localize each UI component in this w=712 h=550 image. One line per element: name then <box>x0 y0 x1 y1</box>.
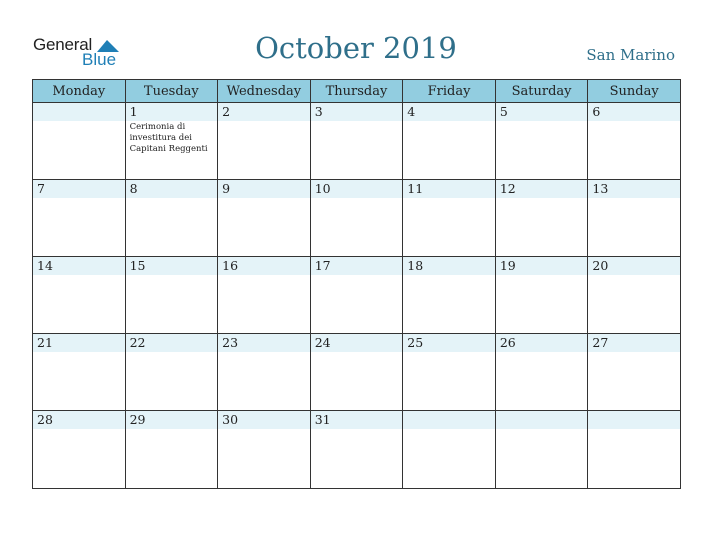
day-number: 1 <box>126 103 218 121</box>
day-number: 8 <box>126 180 218 198</box>
day-cell <box>495 103 588 180</box>
weekday-header: Tuesday <box>125 80 218 103</box>
day-number <box>588 411 680 429</box>
week-row <box>33 180 681 257</box>
weekday-header: Thursday <box>310 80 403 103</box>
day-number: 27 <box>588 334 680 352</box>
day-cell <box>588 103 681 180</box>
day-cell <box>588 334 681 411</box>
day-number <box>403 411 495 429</box>
day-number: 9 <box>218 180 310 198</box>
day-number: 31 <box>311 411 403 429</box>
holiday-event: Cerimonia di investitura dei Capitani Reggenti <box>129 122 208 154</box>
day-number: 16 <box>218 257 310 275</box>
weekday-header: Wednesday <box>218 80 311 103</box>
week-row <box>33 334 681 411</box>
day-cell <box>495 180 588 257</box>
country-label: San Marino <box>586 46 675 64</box>
day-cell <box>125 180 218 257</box>
logo-text-blue: Blue <box>82 50 117 69</box>
logo-text-general: General <box>33 35 93 54</box>
day-cell <box>588 180 681 257</box>
day-cell <box>495 411 588 489</box>
day-number: 4 <box>403 103 495 121</box>
day-number: 18 <box>403 257 495 275</box>
day-number: 15 <box>126 257 218 275</box>
day-cell <box>218 180 311 257</box>
day-cell <box>218 103 311 180</box>
weekday-header-row <box>33 80 681 103</box>
day-number: 28 <box>33 411 125 429</box>
page-title: October 2019 <box>255 31 457 65</box>
day-number <box>33 103 125 121</box>
day-number: 7 <box>33 180 125 198</box>
day-cell <box>588 411 681 489</box>
day-number: 10 <box>311 180 403 198</box>
day-number: 23 <box>218 334 310 352</box>
day-number: 24 <box>311 334 403 352</box>
weekday-header: Monday <box>33 80 126 103</box>
day-number: 12 <box>496 180 588 198</box>
day-cell <box>33 411 126 489</box>
day-cell <box>495 334 588 411</box>
day-cell <box>125 103 218 180</box>
weekday-header: Saturday <box>495 80 588 103</box>
day-number: 25 <box>403 334 495 352</box>
day-number: 14 <box>33 257 125 275</box>
week-row <box>33 103 681 180</box>
day-cell <box>125 257 218 334</box>
day-cell <box>218 334 311 411</box>
day-number: 17 <box>311 257 403 275</box>
day-number <box>496 411 588 429</box>
week-row <box>33 411 681 489</box>
day-cell <box>33 180 126 257</box>
day-cell <box>403 180 496 257</box>
day-number: 26 <box>496 334 588 352</box>
day-cell <box>125 334 218 411</box>
day-number: 20 <box>588 257 680 275</box>
day-cell <box>125 411 218 489</box>
day-cell <box>310 180 403 257</box>
day-number: 19 <box>496 257 588 275</box>
day-cell <box>403 257 496 334</box>
day-cell <box>33 103 126 180</box>
day-number: 22 <box>126 334 218 352</box>
day-cell <box>495 257 588 334</box>
calendar-grid <box>32 79 681 489</box>
day-cell <box>218 411 311 489</box>
day-cell <box>33 257 126 334</box>
week-row <box>33 257 681 334</box>
day-cell <box>310 334 403 411</box>
day-number: 30 <box>218 411 310 429</box>
day-cell <box>403 334 496 411</box>
day-number: 3 <box>311 103 403 121</box>
weekday-header: Sunday <box>588 80 681 103</box>
day-number: 13 <box>588 180 680 198</box>
day-number: 6 <box>588 103 680 121</box>
day-cell <box>588 257 681 334</box>
weekday-header: Friday <box>403 80 496 103</box>
day-cell <box>310 103 403 180</box>
day-cell <box>310 411 403 489</box>
day-cell <box>218 257 311 334</box>
day-number: 11 <box>403 180 495 198</box>
day-number: 29 <box>126 411 218 429</box>
day-cell <box>403 103 496 180</box>
day-cell <box>403 411 496 489</box>
day-number: 2 <box>218 103 310 121</box>
day-number: 21 <box>33 334 125 352</box>
day-cell <box>33 334 126 411</box>
day-cell <box>310 257 403 334</box>
day-number: 5 <box>496 103 588 121</box>
